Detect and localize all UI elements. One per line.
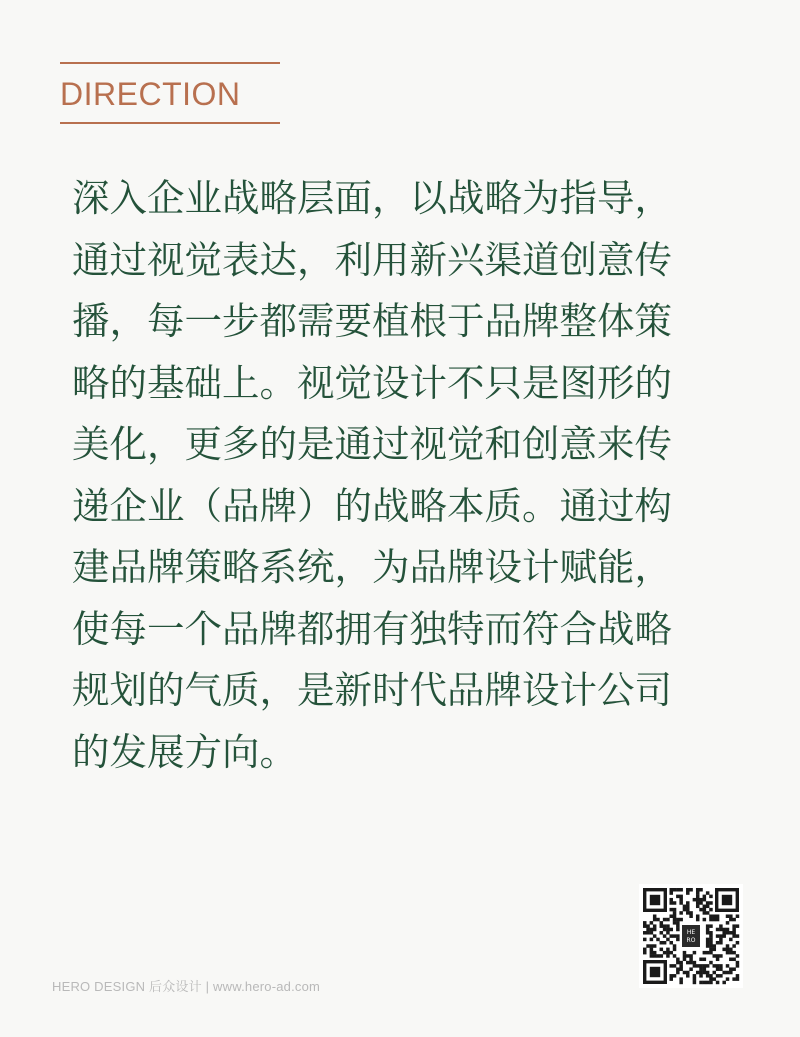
header-rule-bottom <box>60 122 280 124</box>
paragraph-line: 规划的气质，是新时代品牌设计公司 <box>72 668 672 712</box>
paragraph-line: 播，每一步都需要植根于品牌整体策 <box>72 299 672 343</box>
paragraph-line: 递企业（品牌）的战略本质。通过构 <box>72 483 672 528</box>
paragraph-line: 略的基础上。视觉设计不只是图形的 <box>72 360 672 405</box>
paragraph-line: 深入企业战略层面，以战略为指导， <box>72 176 672 220</box>
paragraph-line: 美化，更多的是通过视觉和创意来传 <box>72 422 672 466</box>
paragraph-line: 使每一个品牌都拥有独特而符合战略 <box>72 606 672 651</box>
paragraph-line: 建品牌策略系统，为品牌设计赋能， <box>72 545 672 589</box>
paragraph-line: 通过视觉表达，利用新兴渠道创意传 <box>72 237 672 282</box>
qr-logo-text: HE <box>686 929 696 936</box>
header-rule-top <box>60 62 280 64</box>
svg-text:RO: RO <box>686 937 696 944</box>
paragraph-line: 的发展方向。 <box>72 729 297 774</box>
footer-brand: HERO DESIGN 后众设计 | www.hero-ad.com <box>52 979 321 994</box>
section-title: DIRECTION <box>60 76 241 112</box>
body-paragraph <box>72 168 732 783</box>
qr-code-icon <box>639 884 743 988</box>
